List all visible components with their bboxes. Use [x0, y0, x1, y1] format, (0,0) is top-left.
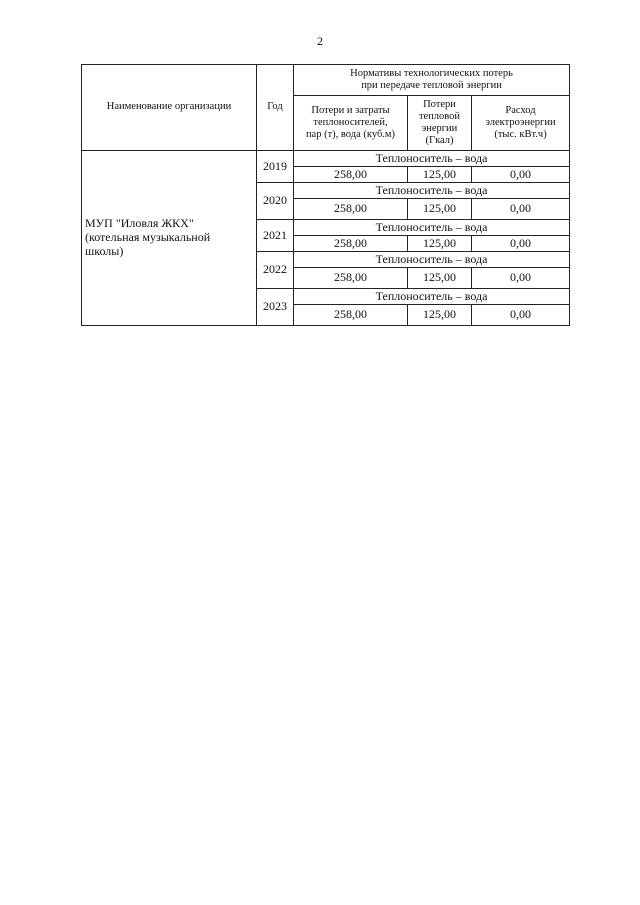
header-col1-line1: Потери и затраты	[311, 104, 390, 116]
header-col2-line1: Потери	[423, 98, 456, 110]
carrier-losses-value: 258,00	[294, 236, 408, 252]
year-cell: 2019	[257, 151, 294, 183]
power-consumption-value: 0,00	[472, 268, 570, 289]
year-cell: 2022	[257, 252, 294, 289]
header-row	[82, 65, 570, 96]
header-col3-line2: электроэнергии	[485, 116, 556, 128]
header-col1-line3: пар (т), вода (куб.м)	[305, 129, 396, 141]
heat-carrier-cell: Теплоноситель – вода	[294, 252, 570, 268]
power-consumption-value: 0,00	[472, 199, 570, 220]
header-col2-line3: энергии	[421, 123, 458, 134]
year-cell: 2023	[257, 289, 294, 326]
year-cell: 2021	[257, 220, 294, 252]
header-year: Год	[257, 65, 294, 151]
heat-carrier-cell: Теплоноситель – вода	[294, 289, 570, 305]
carrier-losses-value: 258,00	[294, 167, 408, 183]
year-cell: 2020	[257, 183, 294, 220]
heat-carrier-cell: Теплоноситель – вода	[294, 183, 570, 199]
header-heat-losses	[408, 96, 472, 151]
heat-losses-value: 125,00	[408, 236, 472, 252]
heat-losses-value: 125,00	[408, 268, 472, 289]
heat-losses-value: 125,00	[408, 199, 472, 220]
heat-carrier-cell: Теплоноситель – вода	[294, 151, 570, 167]
header-carrier-losses	[294, 96, 408, 151]
organization-line3: школы)	[85, 243, 124, 258]
losses-norms-table	[81, 64, 570, 326]
page-number: 2	[317, 34, 323, 48]
heat-losses-value: 125,00	[408, 167, 472, 183]
carrier-losses-value: 258,00	[294, 305, 408, 326]
heat-losses-value: 125,00	[408, 305, 472, 326]
header-power-consumption	[472, 96, 570, 151]
heat-carrier-cell: Теплоноситель – вода	[294, 220, 570, 236]
header-col3-line1: Расход	[505, 104, 536, 116]
organization-line1: МУП "Иловля ЖКХ"	[85, 216, 194, 231]
power-consumption-value: 0,00	[472, 236, 570, 252]
header-col2-line2: тепловой	[418, 110, 461, 122]
organization-line2: (котельная музыкальной	[85, 230, 211, 245]
power-consumption-value: 0,00	[472, 167, 570, 183]
carrier-losses-value: 258,00	[294, 199, 408, 220]
organization-name	[82, 151, 257, 326]
header-norms-line2: при передаче тепловой энергии	[361, 80, 502, 91]
header-norms-group	[294, 65, 570, 96]
header-col3-line3: (тыс. кВт.ч)	[494, 129, 547, 141]
header-norms-line1: Нормативы технологических потерь	[350, 67, 513, 79]
header-org-name: Наименование организации	[82, 65, 257, 151]
header-col2-line4: (Гкал)	[425, 135, 454, 147]
header-col1-line2: теплоносителей,	[313, 116, 388, 128]
table-row	[82, 151, 570, 167]
power-consumption-value: 0,00	[472, 305, 570, 326]
carrier-losses-value: 258,00	[294, 268, 408, 289]
